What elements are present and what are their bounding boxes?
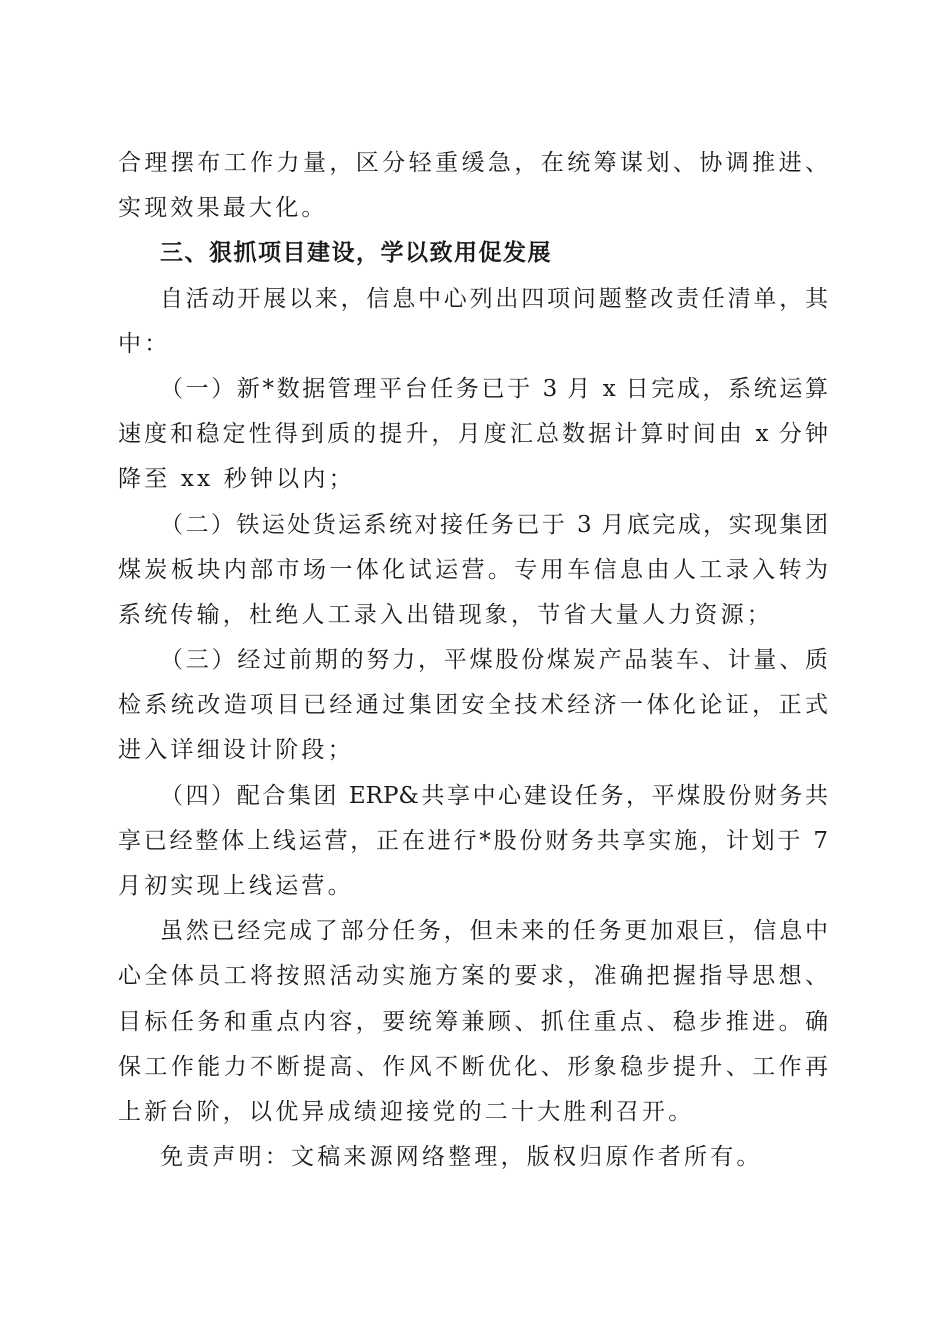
text-line: 虽然已经完成了部分任务，但未来的任务更加艰巨，信息中: [160, 918, 828, 944]
text-line: 中：: [118, 331, 171, 357]
list-item-line: 享已经整体上线运营，正在进行*股份财务共享实施，计划于 7: [118, 828, 828, 854]
text-line: 合理摆布工作力量，区分轻重缓急，在统筹谋划、协调推进、: [118, 150, 828, 176]
text-line: 实现效果最大化。: [118, 195, 328, 221]
list-item-line: 进入详细设计阶段；: [118, 737, 354, 763]
list-item-line: （四）配合集团 ERP&共享中心建设任务，平煤股份财务共: [160, 783, 828, 809]
text-line: 保工作能力不断提高、作风不断优化、形象稳步提升、工作再: [118, 1054, 828, 1080]
text-line: 上新台阶，以优异成绩迎接党的二十大胜利召开。: [118, 1099, 695, 1125]
list-item-line: 煤炭板块内部市场一体化试运营。专用车信息由人工录入转为: [118, 557, 828, 583]
section-heading: 三、狠抓项目建设，学以致用促发展: [160, 240, 552, 266]
list-item-line: 检系统改造项目已经通过集团安全技术经济一体化论证，正式: [118, 692, 828, 718]
list-item-line: （一）新*数据管理平台任务已于 3 月 x 日完成，系统运算: [160, 376, 828, 402]
list-item-line: （二）铁运处货运系统对接任务已于 3 月底完成，实现集团: [160, 512, 828, 538]
text-line: 心全体员工将按照活动实施方案的要求，准确把握指导思想、: [118, 963, 828, 989]
list-item-line: 系统传输，杜绝人工录入出错现象，节省大量人力资源；: [118, 602, 773, 628]
list-item-line: 月初实现上线运营。: [118, 873, 354, 899]
list-item-line: （三）经过前期的努力，平煤股份煤炭产品装车、计量、质: [160, 647, 828, 673]
text-line: 自活动开展以来，信息中心列出四项问题整改责任清单，其: [160, 286, 828, 312]
text-line: 目标任务和重点内容，要统筹兼顾、抓住重点、稳步推进。确: [118, 1009, 828, 1035]
disclaimer-text: 免责声明：文稿来源网络整理，版权归原作者所有。: [160, 1144, 763, 1170]
list-item-line: 速度和稳定性得到质的提升，月度汇总数据计算时间由 x 分钟: [118, 421, 828, 447]
list-item-line: 降至 xx 秒钟以内；: [118, 466, 355, 492]
